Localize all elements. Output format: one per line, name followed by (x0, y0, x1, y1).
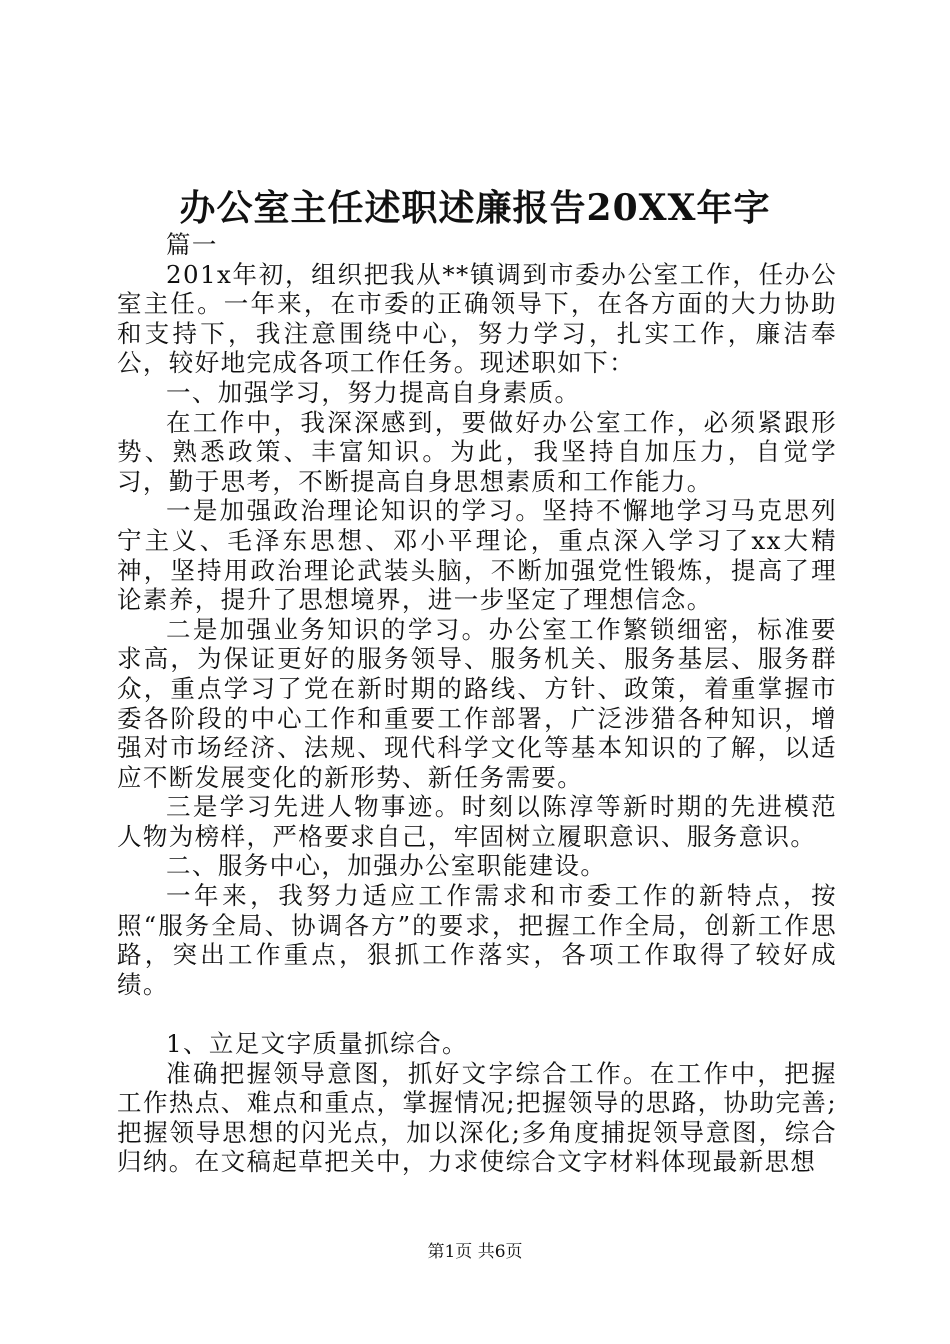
paragraph: 准确把握领导意图，抓好文字综合工作。在工作中，把握工作热点、难点和重点，掌握情况;把握领导的思路，协助完善;把握领导思想的闪光点，加以深化;多角度捕捉领导意图，综合归纳。在文稿起草把关中，力求使综合文字材料体现最新思想 (117, 1058, 837, 1177)
heading-2: 二、服务中心，加强办公室职能建设。 (166, 851, 607, 881)
subheading-1: 1、立足文字质量抓综合。 (166, 1029, 468, 1059)
paragraph: 二是加强业务知识的学习。办公室工作繁锁细密，标准要求高，为保证更好的服务领导、服务机关、服务基层、服务群众，重点学习了党在新时期的路线、方针、政策，着重掌握市委各阶段的中心工作和重要工作部署，广泛涉猎各种知识，增强对市场经济、法规、现代科学文化等基本知识的了解，以适应不断发展变化的新形势、新任务需要。 (117, 614, 837, 792)
intro-paragraph: 201x年初，组织把我从**镇调到市委办公室工作，任办公室主任。一年来，在市委的正确领导下，在各方面的大力协助和支持下，我注意围绕中心，努力学习，扎实工作，廉洁奉公，较好地完成各项工作任务。现述职如下： (117, 259, 837, 378)
paragraph: 一是加强政治理论知识的学习。坚持不懈地学习马克思列宁主义、毛泽东思想、邓小平理论，重点深入学习了xx大精神，坚持用政治理论武装头脑，不断加强党性锻炼，提高了理论素养，提升了思想境界，进一步坚定了理想信念。 (117, 496, 837, 615)
document-title: 办公室主任述职述廉报告20XX年字 (179, 187, 771, 229)
paragraph: 一年来，我努力适应工作需求和市委工作的新特点，按照“服务全局、协调各方”的要求，把握工作全局，创新工作思路，突出工作重点，狠抓工作落实，各项工作取得了较好成绩。 (117, 881, 837, 999)
heading-1: 一、加强学习，努力提高自身素质。 (166, 377, 581, 407)
paragraph: 三是学习先进人物事迹。时刻以陈淳等新时期的先进模范人物为榜样，严格要求自己，牢固树立履职意识、服务意识。 (117, 792, 837, 851)
paragraph: 在工作中，我深深感到，要做好办公室工作，必须紧跟形势、熟悉政策、丰富知识。为此，我坚持自加压力，自觉学习，勤于思考，不断提高自身思想素质和工作能力。 (117, 407, 837, 496)
page-footer: 第1页 共6页 (427, 1242, 523, 1262)
section-label: 篇一 (166, 230, 218, 259)
document-body (117, 230, 837, 1177)
